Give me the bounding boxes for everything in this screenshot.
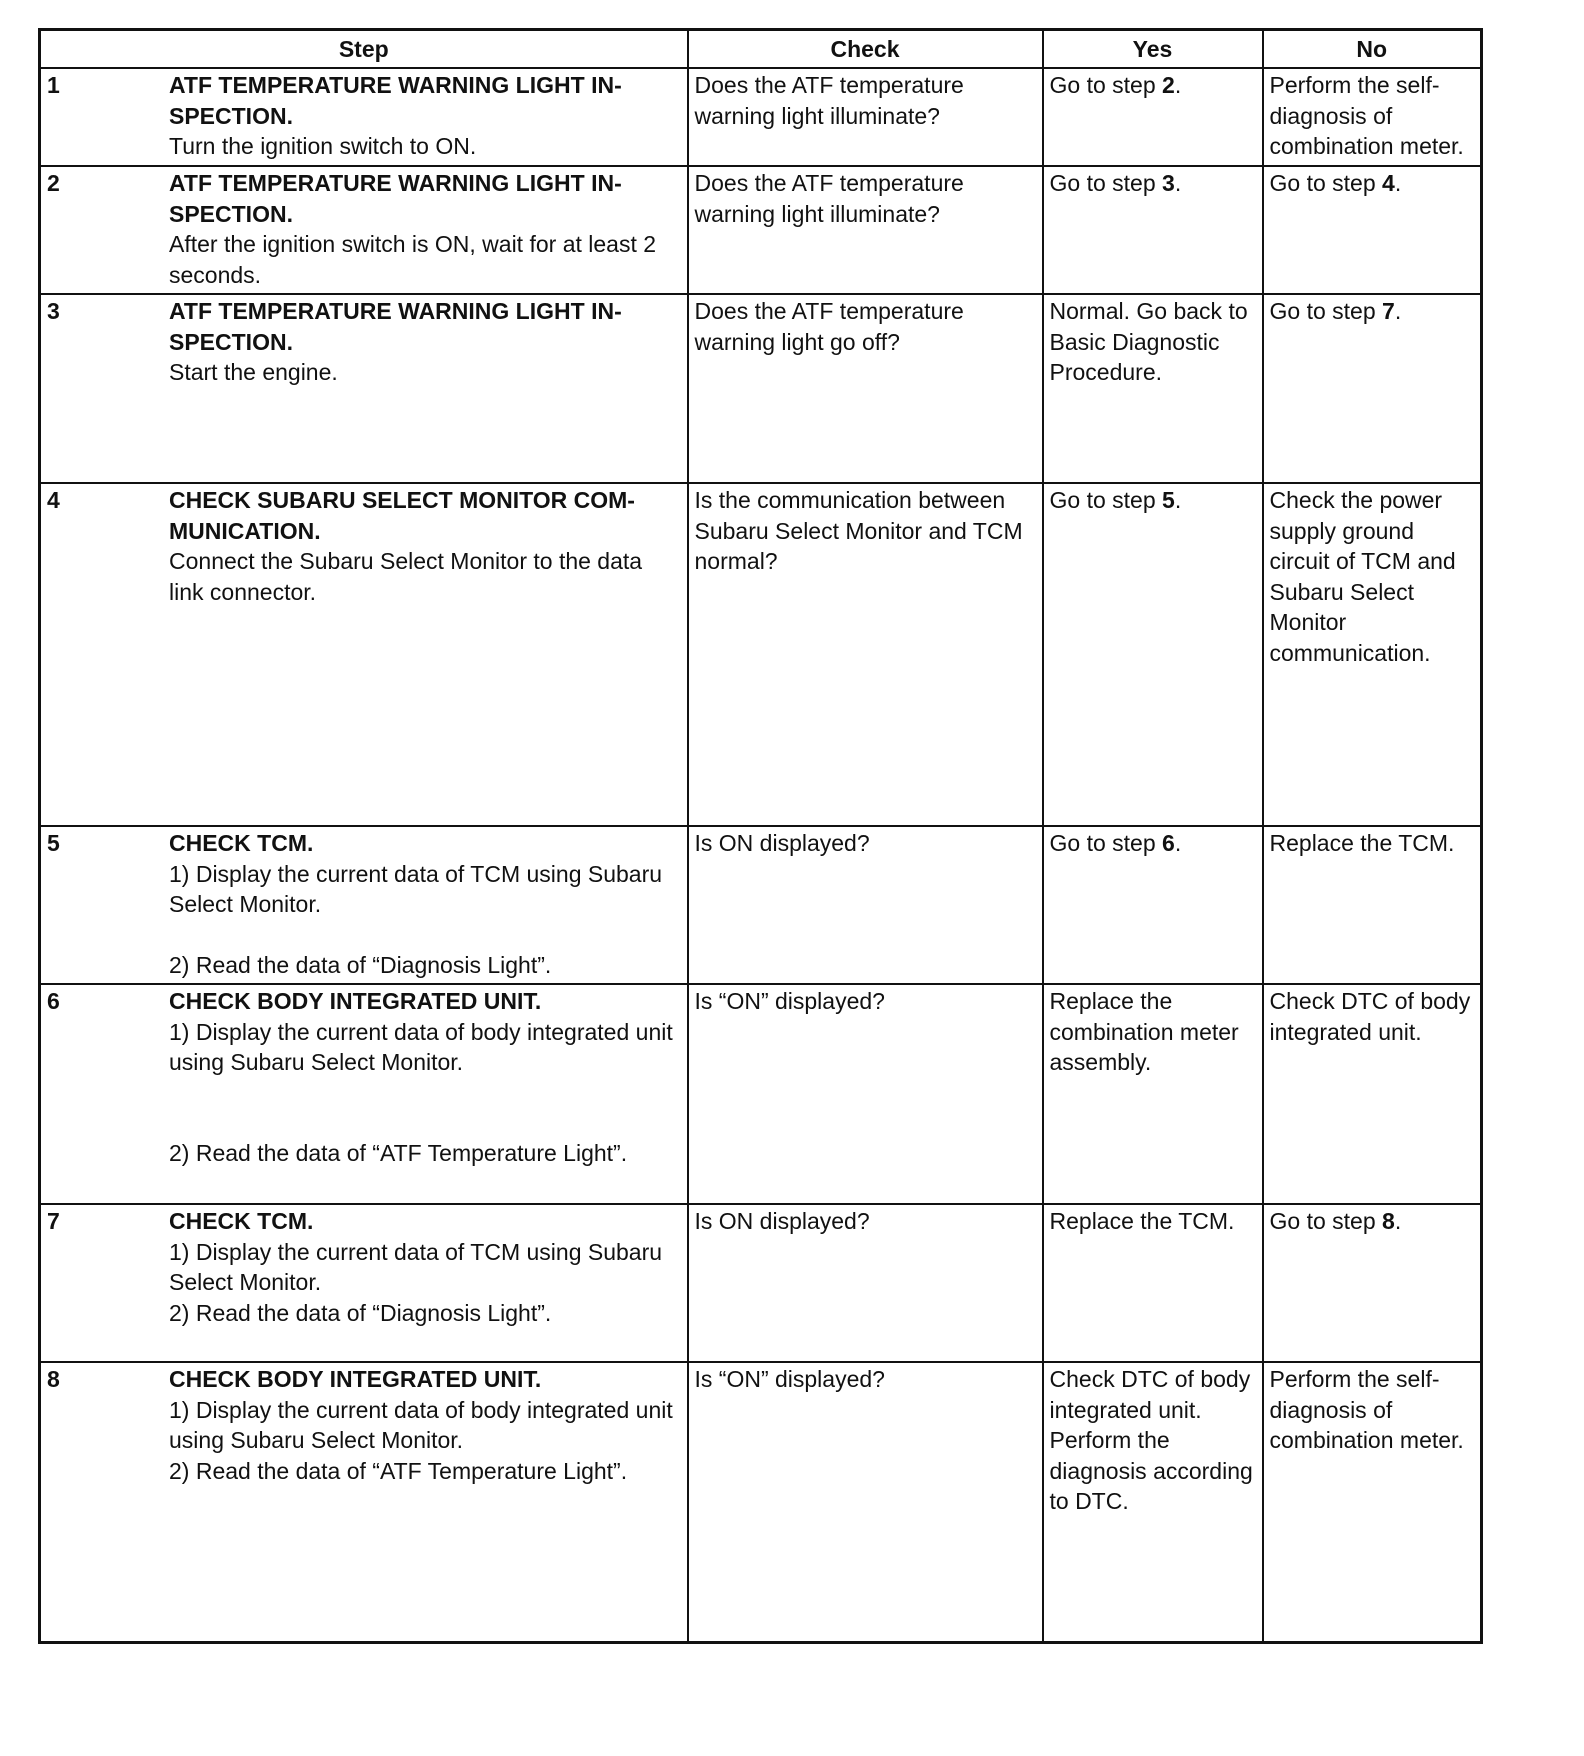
step-title: ATF TEMPERATURE WARNING LIGHT IN- xyxy=(169,170,622,196)
no-cell xyxy=(1263,1204,1482,1362)
yes-prefix: Go to step xyxy=(1049,487,1163,513)
yes-cell: Replace the TCM. xyxy=(1043,1204,1263,1362)
diagnostic-table xyxy=(38,28,1483,1644)
no-step-number: 4 xyxy=(1382,170,1395,196)
header-yes: Yes xyxy=(1043,30,1263,69)
yes-suffix: . xyxy=(1174,830,1182,856)
table-row xyxy=(40,294,1482,483)
yes-prefix: Go to step xyxy=(1049,72,1163,98)
yes-suffix: . xyxy=(1174,487,1182,513)
no-cell: Perform the self-diagnosis of combination meter. xyxy=(1263,68,1482,166)
header-no: No xyxy=(1263,30,1482,69)
step-instruction: 2) Read the data of “Diagnosis Light”. xyxy=(169,951,552,978)
yes-cell xyxy=(1043,166,1263,294)
step-number: 6 xyxy=(47,988,60,1014)
yes-step-number: 2 xyxy=(1162,72,1175,98)
step-number: 5 xyxy=(47,830,60,856)
step-number: 2 xyxy=(47,170,60,196)
step-title: CHECK TCM. xyxy=(169,1208,314,1234)
check-cell: Does the ATF temperature warning light go off? xyxy=(688,294,1043,483)
step-cell xyxy=(40,68,688,166)
step-number: 7 xyxy=(47,1208,60,1234)
no-step-number: 8 xyxy=(1382,1208,1395,1234)
yes-step-number: 5 xyxy=(1162,487,1175,513)
header-check: Check xyxy=(688,30,1043,69)
step-instruction: 1) Display the current data of body integrated unit using Subaru Select Monitor. xyxy=(169,1018,673,1076)
step-title-cont: MUNICATION. xyxy=(169,517,321,544)
no-suffix: . xyxy=(1394,1208,1402,1234)
table-row xyxy=(40,984,1482,1204)
yes-cell xyxy=(1043,483,1263,826)
yes-prefix: Go to step xyxy=(1049,830,1163,856)
step-number: 3 xyxy=(47,298,60,324)
no-cell: Replace the TCM. xyxy=(1263,826,1482,984)
check-cell: Is ON displayed? xyxy=(688,1204,1043,1362)
step-cell xyxy=(40,166,688,294)
no-cell xyxy=(1263,166,1482,294)
step-instruction: 2) Read the data of “Diagnosis Light”. xyxy=(169,1299,552,1326)
step-number: 1 xyxy=(47,72,60,98)
step-cell xyxy=(40,826,688,984)
step-cell xyxy=(40,294,688,483)
step-number: 4 xyxy=(47,487,60,513)
no-prefix: Go to step xyxy=(1269,1208,1383,1234)
step-title-cont: SPECTION. xyxy=(169,328,293,355)
yes-cell: Check DTC of body integrated unit. Perform the diagnosis according to DTC. xyxy=(1043,1362,1263,1643)
check-cell: Is “ON” displayed? xyxy=(688,984,1043,1204)
no-cell: Check DTC of body integrated unit. xyxy=(1263,984,1482,1204)
step-instruction: 1) Display the current data of TCM using Subaru Select Monitor. xyxy=(169,1238,663,1296)
step-title: CHECK BODY INTEGRATED UNIT. xyxy=(169,988,542,1014)
no-prefix: Go to step xyxy=(1269,298,1383,324)
table-row xyxy=(40,1204,1482,1362)
check-cell: Is the communication between Subaru Select Monitor and TCM normal? xyxy=(688,483,1043,826)
step-cell xyxy=(40,1362,688,1643)
step-title: ATF TEMPERATURE WARNING LIGHT IN- xyxy=(169,72,622,98)
step-title-cont: SPECTION. xyxy=(169,102,293,129)
check-cell: Does the ATF temperature warning light illuminate? xyxy=(688,68,1043,166)
step-cell xyxy=(40,1204,688,1362)
step-instruction: Connect the Subaru Select Monitor to the data link connector. xyxy=(169,548,643,605)
yes-cell xyxy=(1043,68,1263,166)
no-step-number: 7 xyxy=(1382,298,1395,324)
yes-cell: Normal. Go back to Basic Diagnostic Procedure. xyxy=(1043,294,1263,483)
no-cell: Perform the self-diagnosis of combination meter. xyxy=(1263,1362,1482,1643)
yes-step-number: 3 xyxy=(1162,170,1175,196)
step-title: CHECK BODY INTEGRATED UNIT. xyxy=(169,1366,542,1392)
table-row xyxy=(40,826,1482,984)
table-row xyxy=(40,166,1482,294)
step-instruction: After the ignition switch is ON, wait for at least 2 seconds. xyxy=(169,231,657,288)
header-step: Step xyxy=(40,30,688,69)
step-title: CHECK SUBARU SELECT MONITOR COM- xyxy=(169,487,635,513)
check-cell: Is ON displayed? xyxy=(688,826,1043,984)
step-instruction: 1) Display the current data of body integrated unit using Subaru Select Monitor. xyxy=(169,1396,673,1454)
check-cell: Does the ATF temperature warning light illuminate? xyxy=(688,166,1043,294)
table-row xyxy=(40,483,1482,826)
step-cell xyxy=(40,483,688,826)
no-suffix: . xyxy=(1394,298,1402,324)
yes-cell: Replace the combination meter assembly. xyxy=(1043,984,1263,1204)
step-instruction: 2) Read the data of “ATF Temperature Light”. xyxy=(169,1139,628,1166)
step-instruction: Turn the ignition switch to ON. xyxy=(169,133,477,160)
table-row xyxy=(40,1362,1482,1643)
yes-step-number: 6 xyxy=(1162,830,1175,856)
header-row xyxy=(40,30,1482,69)
yes-suffix: . xyxy=(1174,72,1182,98)
no-cell xyxy=(1263,294,1482,483)
no-suffix: . xyxy=(1394,170,1402,196)
step-instruction: 1) Display the current data of TCM using Subaru Select Monitor. xyxy=(169,860,663,918)
yes-prefix: Go to step xyxy=(1049,170,1163,196)
table-row xyxy=(40,68,1482,166)
check-cell: Is “ON” displayed? xyxy=(688,1362,1043,1643)
yes-suffix: . xyxy=(1174,170,1182,196)
no-prefix: Go to step xyxy=(1269,170,1383,196)
step-title-cont: SPECTION. xyxy=(169,200,293,227)
yes-cell xyxy=(1043,826,1263,984)
step-instruction: Start the engine. xyxy=(169,359,338,386)
step-cell xyxy=(40,984,688,1204)
step-instruction: 2) Read the data of “ATF Temperature Light”. xyxy=(169,1457,628,1484)
step-title: ATF TEMPERATURE WARNING LIGHT IN- xyxy=(169,298,622,324)
no-cell: Check the power supply ground circuit of TCM and Subaru Select Monitor communication. xyxy=(1263,483,1482,826)
step-number: 8 xyxy=(47,1366,60,1392)
step-title: CHECK TCM. xyxy=(169,830,314,856)
